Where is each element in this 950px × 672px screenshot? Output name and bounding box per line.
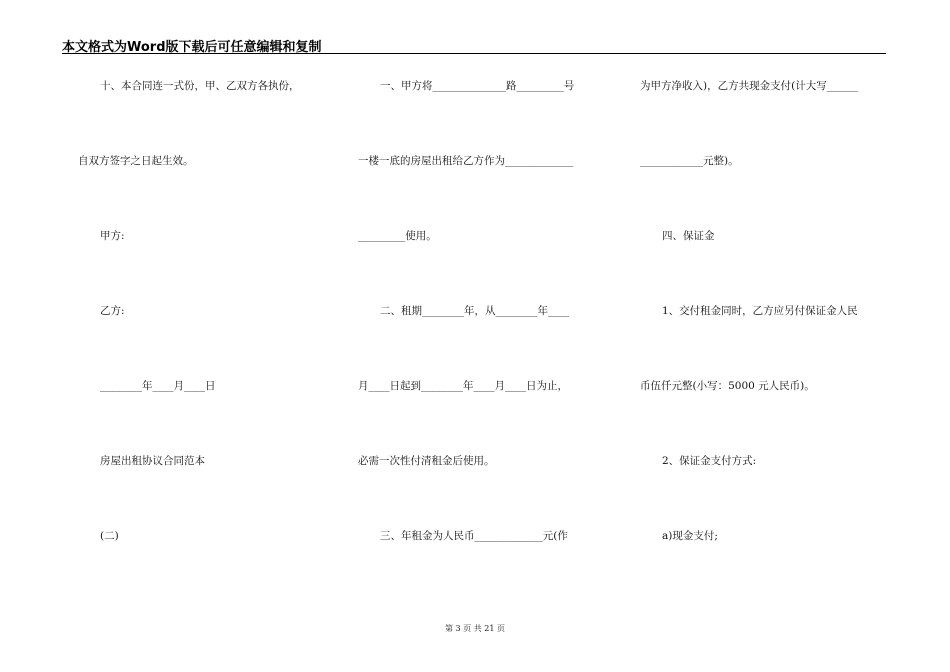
col1-line-4: 乙方: [100,305,125,317]
col2-line-3: _________使用。 [358,230,437,242]
col1-line-5: ________年____月____日 [100,380,216,392]
col1-line-6: 房屋出租协议合同范本 [100,455,205,467]
col2-line-2: 一楼一底的房屋出租给乙方作为_____________ [358,155,574,167]
col2-line-7: 三、年租金为人民币_____________元(作 [380,530,568,542]
col3-line-7: a)现金支付; [662,530,718,542]
col1-line-3: 甲方: [100,230,125,242]
col2-line-4: 二、租期________年，从________年____ [380,305,569,317]
text-column-2 [358,0,608,672]
col2-line-5: 月____日起到________年____月____日为止， [358,380,568,392]
col1-line-7: (二) [100,530,119,542]
col3-line-2: ____________元整)。 [640,155,739,167]
page-number-footer: 第 3 页 共 21 页 [445,624,505,633]
text-column-3 [640,0,890,672]
col3-line-6: 2、保证金支付方式: [662,455,757,467]
document-header-title: 本文格式为Word版下载后可任意编辑和复制 [62,40,322,55]
col2-line-6: 必需一次性付清租金后使用。 [358,455,495,467]
col3-line-5: 币伍仟元整(小写：5000 元人民币)。 [640,380,815,392]
col3-line-4: 1、交付租金同时，乙方应另付保证金人民 [662,305,858,317]
col1-line-2: 自双方签字之日起生效。 [78,155,194,167]
col2-line-1: 一、甲方将______________路_________号 [380,80,575,92]
text-column-1 [78,0,328,672]
col1-line-1: 十、本合同连一式份，甲、乙双方各执份， [100,80,300,92]
col3-line-1: 为甲方净收入)，乙方共现金支付(计大写______ [640,80,859,92]
col3-line-3: 四、保证金 [662,230,715,242]
